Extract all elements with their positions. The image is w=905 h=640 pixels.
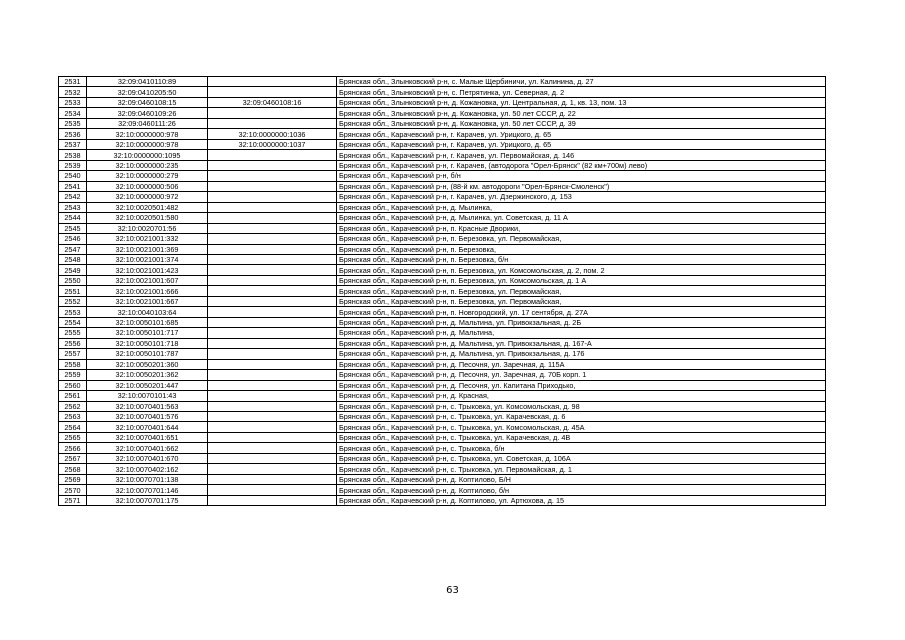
- address-cell: Брянская обл., Злынковский р-н, д. Кожановка, ул. 50 лет СССР, д. 39: [337, 118, 826, 128]
- row-number-cell: 2556: [59, 338, 87, 348]
- row-number-cell: 2540: [59, 171, 87, 181]
- previous-cadastral-number-cell: [208, 254, 337, 264]
- table-row: [59, 202, 826, 212]
- row-number-cell: 2565: [59, 432, 87, 442]
- previous-cadastral-number-cell: [208, 359, 337, 369]
- address-cell: Брянская обл., Злынковский р-н, д. Кожановка, ул. Центральная, д. 1, кв. 13, пом. 13: [337, 97, 826, 107]
- cadastral-number-cell: 32:10:0000000:972: [87, 192, 208, 202]
- cadastral-number-cell: 32:09:0460108:15: [87, 97, 208, 107]
- cadastral-number-cell: 32:10:0050101:718: [87, 338, 208, 348]
- previous-cadastral-number-cell: [208, 265, 337, 275]
- cadastral-number-cell: 32:10:0040103:64: [87, 307, 208, 317]
- row-number-cell: 2546: [59, 234, 87, 244]
- address-cell: Брянская обл., Карачевский р-н, г. Карачев, ул. Урицкого, д. 65: [337, 129, 826, 139]
- previous-cadastral-number-cell: [208, 202, 337, 212]
- cadastral-number-cell: 32:10:0021001:666: [87, 286, 208, 296]
- row-number-cell: 2568: [59, 464, 87, 474]
- previous-cadastral-number-cell: [208, 192, 337, 202]
- row-number-cell: 2535: [59, 118, 87, 128]
- previous-cadastral-number-cell: [208, 307, 337, 317]
- address-cell: Брянская обл., Карачевский р-н, д. Мальтина,: [337, 328, 826, 338]
- previous-cadastral-number-cell: [208, 286, 337, 296]
- table-row: [59, 464, 826, 474]
- cadastral-number-cell: 32:10:0050201:362: [87, 370, 208, 380]
- cadastral-number-cell: 32:10:0070401:563: [87, 401, 208, 411]
- previous-cadastral-number-cell: 32:10:0000000:1037: [208, 139, 337, 149]
- cadastral-number-cell: 32:10:0070401:662: [87, 443, 208, 453]
- row-number-cell: 2569: [59, 474, 87, 484]
- row-number-cell: 2533: [59, 97, 87, 107]
- previous-cadastral-number-cell: [208, 453, 337, 463]
- address-cell: Брянская обл., Злынковский р-н, д. Кожановка, ул. 50 лет СССР, д. 22: [337, 108, 826, 118]
- table-row: [59, 380, 826, 390]
- table-row: [59, 443, 826, 453]
- table-row: [59, 359, 826, 369]
- row-number-cell: 2547: [59, 244, 87, 254]
- cadastral-number-cell: 32:10:0021001:369: [87, 244, 208, 254]
- cadastral-number-cell: 32:09:0460111:26: [87, 118, 208, 128]
- cadastral-number-cell: 32:10:0050101:685: [87, 317, 208, 327]
- previous-cadastral-number-cell: [208, 338, 337, 348]
- previous-cadastral-number-cell: [208, 380, 337, 390]
- address-cell: Брянская обл., Карачевский р-н, д. Мальтина, ул. Привокзальная, д. 2Б: [337, 317, 826, 327]
- cadastral-number-cell: 32:10:0050201:360: [87, 359, 208, 369]
- row-number-cell: 2548: [59, 254, 87, 264]
- table-row: [59, 338, 826, 348]
- table-row: [59, 160, 826, 170]
- row-number-cell: 2558: [59, 359, 87, 369]
- cadastral-number-cell: 32:10:0021001:607: [87, 275, 208, 285]
- cadastral-number-cell: 32:10:0020701:56: [87, 223, 208, 233]
- address-cell: Брянская обл., Карачевский р-н, с. Трыковка, ул. Карачевская, д. 6: [337, 412, 826, 422]
- cadastral-number-cell: 32:10:0070401:644: [87, 422, 208, 432]
- row-number-cell: 2542: [59, 192, 87, 202]
- table-row: [59, 432, 826, 442]
- table-row: [59, 108, 826, 118]
- previous-cadastral-number-cell: 32:10:0000000:1036: [208, 129, 337, 139]
- address-cell: Брянская обл., Карачевский р-н, (88-й км. автодороги "Орел-Брянск-Смоленск"): [337, 181, 826, 191]
- row-number-cell: 2561: [59, 391, 87, 401]
- table-row: [59, 118, 826, 128]
- row-number-cell: 2559: [59, 370, 87, 380]
- table-row: [59, 391, 826, 401]
- page-number: 63: [446, 585, 459, 596]
- row-number-cell: 2534: [59, 108, 87, 118]
- previous-cadastral-number-cell: [208, 223, 337, 233]
- address-cell: Брянская обл., Карачевский р-н, д. Коптилово, ул. Артюхова, д. 15: [337, 495, 826, 505]
- cadastral-number-cell: 32:09:0460109:26: [87, 108, 208, 118]
- previous-cadastral-number-cell: [208, 370, 337, 380]
- previous-cadastral-number-cell: 32:09:0460108:16: [208, 97, 337, 107]
- row-number-cell: 2539: [59, 160, 87, 170]
- table-row: [59, 77, 826, 87]
- row-number-cell: 2552: [59, 296, 87, 306]
- table-row: [59, 495, 826, 505]
- cadastral-number-cell: 32:10:0050101:717: [87, 328, 208, 338]
- row-number-cell: 2567: [59, 453, 87, 463]
- table-row: [59, 275, 826, 285]
- address-cell: Брянская обл., Карачевский р-н, п. Березовка, ул. Первомайская,: [337, 234, 826, 244]
- cadastral-number-cell: 32:10:0050201:447: [87, 380, 208, 390]
- row-number-cell: 2551: [59, 286, 87, 296]
- cadastral-number-cell: 32:10:0070701:138: [87, 474, 208, 484]
- cadastral-number-cell: 32:10:0000000:235: [87, 160, 208, 170]
- table-row: [59, 150, 826, 160]
- previous-cadastral-number-cell: [208, 150, 337, 160]
- row-number-cell: 2562: [59, 401, 87, 411]
- address-cell: Брянская обл., Карачевский р-н, с. Трыковка, ул. Карачевская, д. 4В: [337, 432, 826, 442]
- table-row: [59, 265, 826, 275]
- cadastral-number-cell: 32:10:0021001:374: [87, 254, 208, 264]
- table-row: [59, 192, 826, 202]
- table-row: [59, 485, 826, 495]
- address-cell: Брянская обл., Карачевский р-н, д. Песочня, ул. Капитана Приходько,: [337, 380, 826, 390]
- row-number-cell: 2570: [59, 485, 87, 495]
- table-row: [59, 87, 826, 97]
- cadastral-number-cell: 32:10:0021001:423: [87, 265, 208, 275]
- previous-cadastral-number-cell: [208, 474, 337, 484]
- previous-cadastral-number-cell: [208, 234, 337, 244]
- cadastral-number-cell: 32:10:0020501:482: [87, 202, 208, 212]
- address-cell: Брянская обл., Карачевский р-н, с. Трыковка, ул. Комсомольская, д. 98: [337, 401, 826, 411]
- cadastral-number-cell: 32:10:0020501:580: [87, 213, 208, 223]
- address-cell: Брянская обл., Карачевский р-н, п. Березовка, ул. Комсомольская, д. 2, пом. 2: [337, 265, 826, 275]
- register-table-body: [59, 77, 826, 506]
- address-cell: Брянская обл., Карачевский р-н, д. Мылинка,: [337, 202, 826, 212]
- row-number-cell: 2560: [59, 380, 87, 390]
- row-number-cell: 2545: [59, 223, 87, 233]
- cadastral-number-cell: 32:10:0070402:162: [87, 464, 208, 474]
- address-cell: Брянская обл., Карачевский р-н, с. Трыковка, ул. Первомайская, д. 1: [337, 464, 826, 474]
- cadastral-number-cell: 32:09:0410205:50: [87, 87, 208, 97]
- address-cell: Брянская обл., Карачевский р-н, д. Песочня, ул. Заречная, д. 115А: [337, 359, 826, 369]
- table-row: [59, 254, 826, 264]
- cadastral-number-cell: 32:10:0070101:43: [87, 391, 208, 401]
- table-row: [59, 213, 826, 223]
- table-row: [59, 296, 826, 306]
- previous-cadastral-number-cell: [208, 464, 337, 474]
- previous-cadastral-number-cell: [208, 213, 337, 223]
- address-cell: Брянская обл., Карачевский р-н, п. Березовка, ул. Первомайская,: [337, 286, 826, 296]
- table-row: [59, 317, 826, 327]
- address-cell: Брянская обл., Карачевский р-н, п. Красные Дворики,: [337, 223, 826, 233]
- address-cell: Брянская обл., Карачевский р-н, п. Березовка,: [337, 244, 826, 254]
- table-row: [59, 244, 826, 254]
- address-cell: Брянская обл., Карачевский р-н, п. Березовка, б/н: [337, 254, 826, 264]
- previous-cadastral-number-cell: [208, 349, 337, 359]
- cadastral-number-cell: 32:10:0070401:651: [87, 432, 208, 442]
- address-cell: Брянская обл., Карачевский р-н, д. Мальтина, ул. Привокзальная, д. 176: [337, 349, 826, 359]
- table-row: [59, 286, 826, 296]
- previous-cadastral-number-cell: [208, 432, 337, 442]
- row-number-cell: 2537: [59, 139, 87, 149]
- previous-cadastral-number-cell: [208, 181, 337, 191]
- address-cell: Брянская обл., Карачевский р-н, д. Красная,: [337, 391, 826, 401]
- row-number-cell: 2566: [59, 443, 87, 453]
- cadastral-number-cell: 32:10:0021001:332: [87, 234, 208, 244]
- row-number-cell: 2549: [59, 265, 87, 275]
- previous-cadastral-number-cell: [208, 485, 337, 495]
- table-row: [59, 171, 826, 181]
- previous-cadastral-number-cell: [208, 495, 337, 505]
- table-row: [59, 401, 826, 411]
- address-cell: Брянская обл., Карачевский р-н, г. Карачев, (автодорога "Орел-Брянск" (82 км+700м) лево): [337, 160, 826, 170]
- cadastral-number-cell: 32:10:0000000:1095: [87, 150, 208, 160]
- table-row: [59, 139, 826, 149]
- previous-cadastral-number-cell: [208, 87, 337, 97]
- address-cell: Брянская обл., Карачевский р-н, п. Новгородский, ул. 17 сентября, д. 27А: [337, 307, 826, 317]
- previous-cadastral-number-cell: [208, 77, 337, 87]
- row-number-cell: 2571: [59, 495, 87, 505]
- table-row: [59, 453, 826, 463]
- table-row: [59, 97, 826, 107]
- address-cell: Брянская обл., Карачевский р-н, п. Березовка, ул. Комсомольская, д. 1 А: [337, 275, 826, 285]
- address-cell: Брянская обл., Карачевский р-н, д. Мылинка, ул. Советская, д. 11 А: [337, 213, 826, 223]
- table-row: [59, 307, 826, 317]
- address-cell: Брянская обл., Злынковский р-н, с. Петрятинка, ул. Северная, д. 2: [337, 87, 826, 97]
- cadastral-number-cell: 32:09:0410110:89: [87, 77, 208, 87]
- row-number-cell: 2554: [59, 317, 87, 327]
- cadastral-number-cell: 32:10:0000000:506: [87, 181, 208, 191]
- previous-cadastral-number-cell: [208, 275, 337, 285]
- row-number-cell: 2555: [59, 328, 87, 338]
- row-number-cell: 2550: [59, 275, 87, 285]
- cadastral-number-cell: 32:10:0070701:175: [87, 495, 208, 505]
- address-cell: Брянская обл., Карачевский р-н, д. Мальтина, ул. Привокзальная, д. 167-А: [337, 338, 826, 348]
- row-number-cell: 2544: [59, 213, 87, 223]
- address-cell: Брянская обл., Карачевский р-н, г. Карачев, ул. Первомайская, д. 146: [337, 150, 826, 160]
- row-number-cell: 2531: [59, 77, 87, 87]
- cadastral-number-cell: 32:10:0000000:978: [87, 129, 208, 139]
- table-row: [59, 223, 826, 233]
- previous-cadastral-number-cell: [208, 401, 337, 411]
- address-cell: Брянская обл., Злынковский р-н, с. Малые Щербиничи, ул. Калинина, д. 27: [337, 77, 826, 87]
- previous-cadastral-number-cell: [208, 317, 337, 327]
- row-number-cell: 2538: [59, 150, 87, 160]
- row-number-cell: 2532: [59, 87, 87, 97]
- row-number-cell: 2541: [59, 181, 87, 191]
- previous-cadastral-number-cell: [208, 171, 337, 181]
- cadastral-number-cell: 32:10:0000000:279: [87, 171, 208, 181]
- address-cell: Брянская обл., Карачевский р-н, д. Коптилово, Б/Н: [337, 474, 826, 484]
- previous-cadastral-number-cell: [208, 160, 337, 170]
- cadastral-number-cell: 32:10:0070701:146: [87, 485, 208, 495]
- address-cell: Брянская обл., Карачевский р-н, д. Коптилово, б/н: [337, 485, 826, 495]
- cadastral-number-cell: 32:10:0070401:576: [87, 412, 208, 422]
- address-cell: Брянская обл., Карачевский р-н, с. Трыковка, ул. Советская, д. 106А: [337, 453, 826, 463]
- address-cell: Брянская обл., Карачевский р-н, с. Трыковка, ул. Комсомольская, д. 45А: [337, 422, 826, 432]
- row-number-cell: 2536: [59, 129, 87, 139]
- address-cell: Брянская обл., Карачевский р-н, г. Карачев, ул. Урицкого, д. 65: [337, 139, 826, 149]
- row-number-cell: 2564: [59, 422, 87, 432]
- previous-cadastral-number-cell: [208, 328, 337, 338]
- cadastral-number-cell: 32:10:0000000:978: [87, 139, 208, 149]
- property-register-table: [58, 76, 826, 506]
- previous-cadastral-number-cell: [208, 391, 337, 401]
- row-number-cell: 2563: [59, 412, 87, 422]
- table-row: [59, 422, 826, 432]
- cadastral-number-cell: 32:10:0021001:667: [87, 296, 208, 306]
- table-row: [59, 349, 826, 359]
- table-row: [59, 234, 826, 244]
- previous-cadastral-number-cell: [208, 422, 337, 432]
- address-cell: Брянская обл., Карачевский р-н, п. Березовка, ул. Первомайская,: [337, 296, 826, 306]
- cadastral-number-cell: 32:10:0070401:670: [87, 453, 208, 463]
- previous-cadastral-number-cell: [208, 108, 337, 118]
- previous-cadastral-number-cell: [208, 443, 337, 453]
- table-row: [59, 370, 826, 380]
- cadastral-number-cell: 32:10:0050101:787: [87, 349, 208, 359]
- address-cell: Брянская обл., Карачевский р-н, г. Карачев, ул. Дзержинского, д. 153: [337, 192, 826, 202]
- previous-cadastral-number-cell: [208, 296, 337, 306]
- table-row: [59, 181, 826, 191]
- address-cell: Брянская обл., Карачевский р-н, б/н: [337, 171, 826, 181]
- address-cell: Брянская обл., Карачевский р-н, д. Песочня, ул. Заречная, д. 70Б корп. 1: [337, 370, 826, 380]
- address-cell: Брянская обл., Карачевский р-н, с. Трыковка, б/н: [337, 443, 826, 453]
- row-number-cell: 2553: [59, 307, 87, 317]
- row-number-cell: 2543: [59, 202, 87, 212]
- previous-cadastral-number-cell: [208, 244, 337, 254]
- row-number-cell: 2557: [59, 349, 87, 359]
- table-row: [59, 129, 826, 139]
- table-row: [59, 328, 826, 338]
- table-row: [59, 412, 826, 422]
- table-row: [59, 474, 826, 484]
- previous-cadastral-number-cell: [208, 118, 337, 128]
- previous-cadastral-number-cell: [208, 412, 337, 422]
